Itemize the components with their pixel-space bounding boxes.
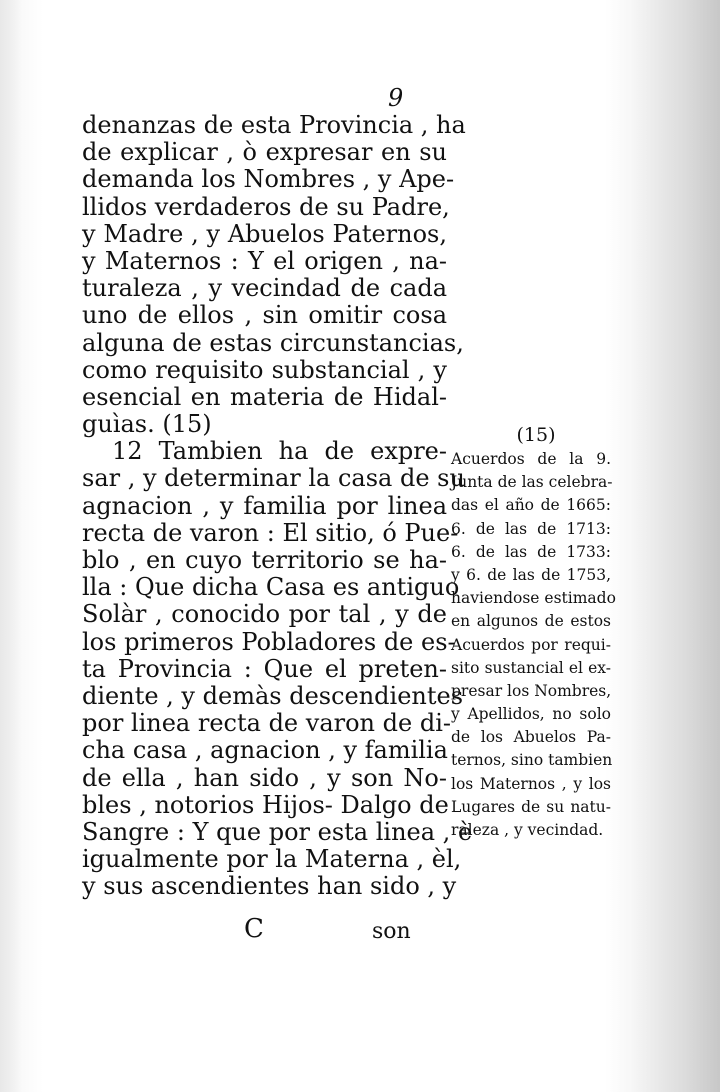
margin-note-line: Junta de las celebra- — [451, 473, 613, 492]
margin-note-line: sito sustancial el ex- — [451, 658, 611, 677]
main-text-line: por linea recta de varon de di- — [82, 709, 451, 738]
main-text-line: blo , en cuyo territorio se ha- — [82, 546, 447, 574]
page-gutter-shading — [0, 0, 22, 1092]
margin-note-line: Lugares de su natu- — [451, 797, 611, 816]
signature-mark: C — [244, 914, 264, 944]
main-text-line: esencial en materia de Hidal- — [82, 382, 447, 411]
margin-note-line: 6. de las de 1733: — [451, 542, 611, 561]
main-text-line: igualmente por la Materna , èl, — [82, 845, 462, 874]
margin-note-line: Acuerdos por requi- — [451, 635, 611, 654]
margin-note — [451, 422, 616, 842]
main-text-line: turaleza , y vecindad de cada — [82, 274, 447, 303]
main-text-line: Sangre : Y que por esta linea , è — [82, 817, 473, 846]
main-text-line: alguna de estas circunstancias, — [82, 328, 464, 357]
main-text-line: diente , y demàs descendientes — [82, 681, 464, 710]
margin-note-line: en algunos de estos — [451, 612, 611, 631]
margin-note-line: 6. de las de 1713: — [451, 519, 611, 538]
main-text-column — [82, 111, 473, 901]
main-text-line: recta de varon : El sitio, ó Pue- — [82, 518, 459, 547]
main-text-line: demanda los Nombres , y Ape- — [82, 165, 455, 194]
main-text-line: lla : Que dicha Casa es antiguo — [82, 573, 460, 602]
margin-note-line: presar los Nombres, — [451, 681, 612, 700]
main-text-line: de explicar , ò expresar en su — [82, 138, 447, 167]
main-text-line: guìas. (15) — [82, 410, 212, 439]
margin-note-line: haviendose estimado — [451, 589, 616, 608]
catchword: son — [372, 919, 411, 944]
page-number: 9 — [388, 84, 404, 112]
main-text-line: como requisito substancial , y — [82, 355, 447, 384]
main-text-line: denanzas de esta Provincia , ha — [82, 111, 466, 139]
main-text-line: y Maternos : Y el origen , na- — [82, 246, 447, 275]
main-text-line: y sus ascendientes han sido , y — [82, 872, 457, 901]
main-text-line: ta Provincia : Que el preten- — [82, 654, 447, 683]
margin-note-line: y Apellidos, no solo — [451, 705, 611, 724]
margin-note-marker: (15) — [516, 424, 556, 446]
margin-note-line: de los Abuelos Pa- — [451, 728, 611, 747]
main-text-line: bles , notorios Hijos- Dalgo de — [82, 790, 449, 819]
main-text-line: y Madre , y Abuelos Paternos, — [82, 219, 447, 248]
main-text-line: uno de ellos , sin omitir cosa — [82, 301, 447, 330]
paragraph-start-line: 12 Tambien ha de expre- — [112, 437, 447, 466]
margin-note-line: y 6. de las de 1753, — [451, 565, 611, 584]
main-text-line: cha casa , agnacion , y familia — [82, 736, 448, 765]
main-text-line: de ella , han sido , y son No- — [82, 763, 447, 792]
margin-note-line: raleza , y vecindad. — [451, 821, 604, 839]
main-text-line: agnacion , y familia por linea — [82, 491, 447, 520]
margin-note-line: das el año de 1665: — [451, 496, 611, 515]
margin-note-line: Acuerdos de la 9. — [451, 450, 611, 468]
margin-note-line: los Maternos , y los — [451, 774, 611, 793]
margin-note-line: ternos, sino tambien — [451, 751, 613, 770]
main-text-line: llidos verdaderos de su Padre, — [82, 192, 450, 221]
main-text-line: sar , y determinar la casa de su — [82, 464, 465, 493]
main-text-line: Solàr , conocido por tal , y de — [82, 600, 447, 629]
main-text-line: los primeros Pobladores de es- — [82, 627, 456, 656]
page-edge-shading — [630, 0, 720, 1092]
